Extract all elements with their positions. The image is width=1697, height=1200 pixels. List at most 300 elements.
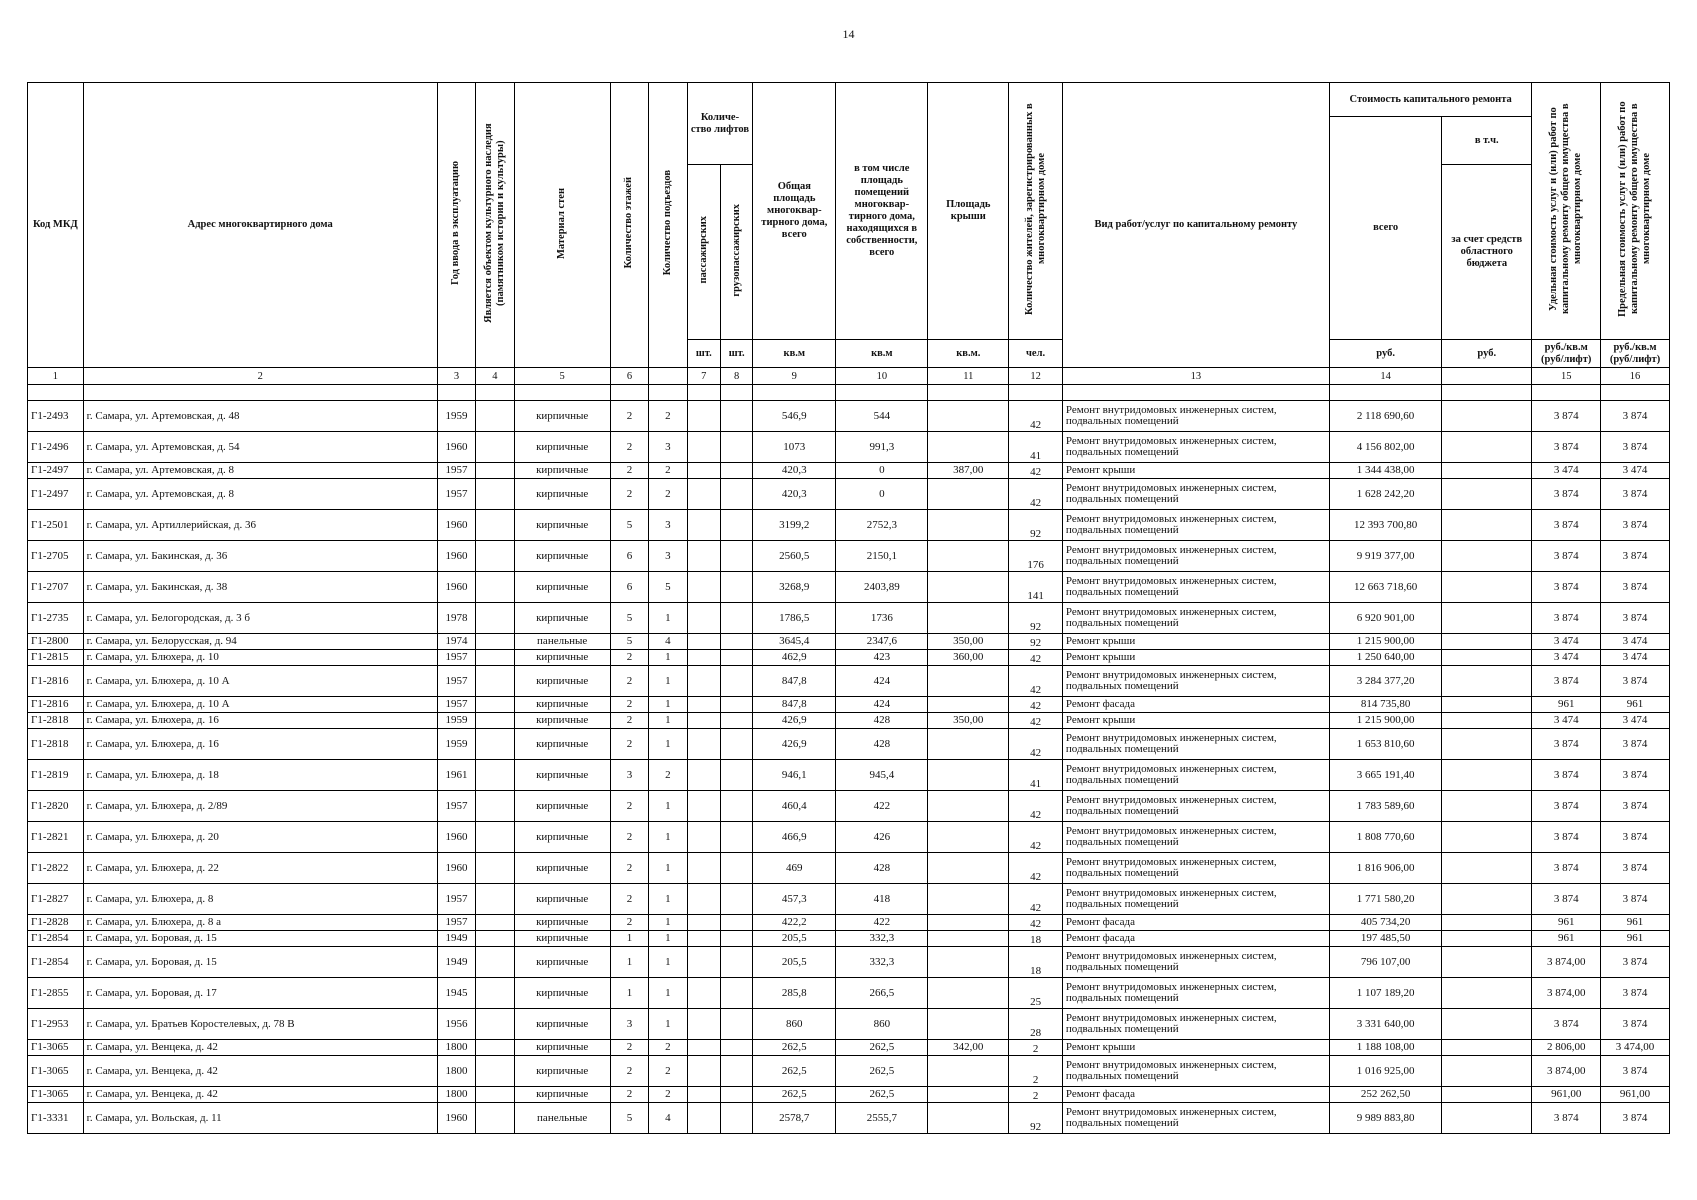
cell-cost-total: 1 653 810,60 xyxy=(1329,729,1441,760)
header-code: Код МКД xyxy=(28,83,84,368)
cell-limit-cost: 3 874 xyxy=(1601,1009,1670,1040)
cell-unit-cost: 3 874 xyxy=(1532,729,1601,760)
cell-lifts-cargo xyxy=(720,1087,752,1103)
cell-code: Г1-2818 xyxy=(28,713,84,729)
cell-total-area: 205,5 xyxy=(753,947,836,978)
cell-entrances: 2 xyxy=(649,463,687,479)
cell-entrances: 1 xyxy=(649,791,687,822)
cell-total-area: 466,9 xyxy=(753,822,836,853)
cell-limit-cost: 3 474 xyxy=(1601,650,1670,666)
unit-sqm: кв.м xyxy=(753,340,836,368)
cell-lifts-cargo xyxy=(720,791,752,822)
cell-total-area: 462,9 xyxy=(753,650,836,666)
spacer-cell xyxy=(1329,385,1441,401)
cell-heritage xyxy=(476,541,514,572)
cell-address: г. Самара, ул. Братьев Коростелевых, д. 78 В xyxy=(83,1009,437,1040)
cell-residents: 2 xyxy=(1009,1056,1063,1087)
cell-lifts-passenger xyxy=(687,760,720,791)
cell-limit-cost: 3 474 xyxy=(1601,634,1670,650)
cell-year: 1961 xyxy=(437,760,475,791)
column-number: 7 xyxy=(687,368,720,385)
cell-wall: кирпичные xyxy=(514,666,610,697)
cell-lifts-passenger xyxy=(687,729,720,760)
cell-year: 1945 xyxy=(437,978,475,1009)
cell-heritage xyxy=(476,853,514,884)
cell-limit-cost: 3 874 xyxy=(1601,822,1670,853)
cell-roof-area xyxy=(928,479,1009,510)
table-row xyxy=(28,1009,1670,1040)
cell-total-area: 546,9 xyxy=(753,401,836,432)
cell-limit-cost: 3 874 xyxy=(1601,666,1670,697)
cell-residents: 42 xyxy=(1009,822,1063,853)
cell-entrances: 2 xyxy=(649,401,687,432)
table-row xyxy=(28,713,1670,729)
cell-unit-cost: 3 874 xyxy=(1532,510,1601,541)
cell-work-type: Ремонт фасада xyxy=(1062,915,1329,931)
table-row xyxy=(28,1103,1670,1134)
cell-address: г. Самара, ул. Блюхера, д. 20 xyxy=(83,822,437,853)
cell-floors: 2 xyxy=(610,432,648,463)
cell-entrances: 2 xyxy=(649,1040,687,1056)
cell-cost-total: 1 783 589,60 xyxy=(1329,791,1441,822)
cell-work-type: Ремонт крыши xyxy=(1062,650,1329,666)
cell-heritage xyxy=(476,884,514,915)
cell-floors: 2 xyxy=(610,479,648,510)
cell-wall: кирпичные xyxy=(514,1087,610,1103)
unit-rate: руб./кв.м (руб/лифт) xyxy=(1532,340,1601,368)
cell-roof-area: 342,00 xyxy=(928,1040,1009,1056)
cell-lifts-passenger xyxy=(687,1009,720,1040)
cell-floors: 2 xyxy=(610,463,648,479)
cell-code: Г1-2819 xyxy=(28,760,84,791)
cell-lifts-passenger xyxy=(687,541,720,572)
cell-residents: 42 xyxy=(1009,401,1063,432)
cell-owned-area: 2403,89 xyxy=(836,572,928,603)
capital-repair-register-table xyxy=(27,82,1670,1134)
cell-owned-area: 418 xyxy=(836,884,928,915)
column-number: 12 xyxy=(1009,368,1063,385)
cell-address: г. Самара, ул. Вольская, д. 11 xyxy=(83,1103,437,1134)
cell-limit-cost: 3 474 xyxy=(1601,713,1670,729)
cell-limit-cost: 3 874 xyxy=(1601,853,1670,884)
cell-unit-cost: 961 xyxy=(1532,931,1601,947)
cell-year: 1960 xyxy=(437,822,475,853)
cell-limit-cost: 3 874 xyxy=(1601,1056,1670,1087)
cell-residents: 42 xyxy=(1009,666,1063,697)
cell-code: Г1-2855 xyxy=(28,978,84,1009)
table-row xyxy=(28,463,1670,479)
cell-address: г. Самара, ул. Артемовская, д. 8 xyxy=(83,463,437,479)
cell-limit-cost: 3 874 xyxy=(1601,401,1670,432)
cell-code: Г1-2816 xyxy=(28,697,84,713)
cell-wall: кирпичные xyxy=(514,931,610,947)
spacer-cell xyxy=(476,385,514,401)
cell-lifts-passenger xyxy=(687,915,720,931)
cell-work-type: Ремонт внутридомовых инженерных систем, подвальных помещений xyxy=(1062,853,1329,884)
cell-address: г. Самара, ул. Блюхера, д. 2/89 xyxy=(83,791,437,822)
cell-address: г. Самара, ул. Артемовская, д. 54 xyxy=(83,432,437,463)
unit-persons: чел. xyxy=(1009,340,1063,368)
spacer-cell xyxy=(928,385,1009,401)
cell-roof-area xyxy=(928,791,1009,822)
cell-limit-cost: 961 xyxy=(1601,697,1670,713)
header-floors: Количество этажей xyxy=(610,83,648,368)
cell-cost-total: 3 331 640,00 xyxy=(1329,1009,1441,1040)
cell-lifts-cargo xyxy=(720,479,752,510)
cell-unit-cost: 3 474 xyxy=(1532,650,1601,666)
cell-roof-area xyxy=(928,729,1009,760)
cell-cost-total: 1 188 108,00 xyxy=(1329,1040,1441,1056)
cell-unit-cost: 3 474 xyxy=(1532,634,1601,650)
header-work-type: Вид работ/услуг по капитальному ремонту xyxy=(1062,83,1329,368)
cell-floors: 6 xyxy=(610,572,648,603)
cell-floors: 1 xyxy=(610,947,648,978)
cell-cost-regional xyxy=(1442,650,1532,666)
table-row xyxy=(28,634,1670,650)
cell-wall: кирпичные xyxy=(514,541,610,572)
cell-unit-cost: 3 874 xyxy=(1532,1009,1601,1040)
cell-limit-cost: 3 874 xyxy=(1601,541,1670,572)
cell-code: Г1-2497 xyxy=(28,463,84,479)
cell-code: Г1-2496 xyxy=(28,432,84,463)
cell-cost-total: 1 771 580,20 xyxy=(1329,884,1441,915)
header-owned-area: в том числе площадь помещений многоквар- тирного дома, находящихся в собственности, всего xyxy=(836,83,928,340)
cell-cost-regional xyxy=(1442,1087,1532,1103)
cell-cost-regional xyxy=(1442,978,1532,1009)
cell-owned-area: 428 xyxy=(836,713,928,729)
cell-owned-area: 2150,1 xyxy=(836,541,928,572)
spacer-cell xyxy=(1009,385,1063,401)
cell-total-area: 460,4 xyxy=(753,791,836,822)
cell-unit-cost: 3 874 xyxy=(1532,479,1601,510)
cell-unit-cost: 961 xyxy=(1532,697,1601,713)
column-number xyxy=(1442,368,1532,385)
cell-heritage xyxy=(476,931,514,947)
cell-work-type: Ремонт внутридомовых инженерных систем, подвальных помещений xyxy=(1062,603,1329,634)
cell-code: Г1-2493 xyxy=(28,401,84,432)
cell-limit-cost: 3 874 xyxy=(1601,978,1670,1009)
cell-total-area: 426,9 xyxy=(753,729,836,760)
cell-owned-area: 424 xyxy=(836,697,928,713)
cell-limit-cost: 3 874 xyxy=(1601,947,1670,978)
cell-cost-regional xyxy=(1442,697,1532,713)
cell-heritage xyxy=(476,1103,514,1134)
cell-unit-cost: 3 874 xyxy=(1532,1103,1601,1134)
cell-limit-cost: 3 874 xyxy=(1601,479,1670,510)
cell-limit-cost: 3 874 xyxy=(1601,791,1670,822)
cell-heritage xyxy=(476,1040,514,1056)
cell-code: Г1-2953 xyxy=(28,1009,84,1040)
cell-roof-area xyxy=(928,931,1009,947)
cell-floors: 2 xyxy=(610,1056,648,1087)
cell-work-type: Ремонт фасада xyxy=(1062,697,1329,713)
table-row xyxy=(28,479,1670,510)
cell-floors: 2 xyxy=(610,822,648,853)
cell-work-type: Ремонт внутридомовых инженерных систем, подвальных помещений xyxy=(1062,729,1329,760)
spacer-cell xyxy=(687,385,720,401)
cell-residents: 92 xyxy=(1009,634,1063,650)
cell-unit-cost: 3 874,00 xyxy=(1532,947,1601,978)
cell-lifts-cargo xyxy=(720,915,752,931)
cell-year: 1800 xyxy=(437,1056,475,1087)
cell-cost-total: 12 393 700,80 xyxy=(1329,510,1441,541)
cell-owned-area: 544 xyxy=(836,401,928,432)
cell-cost-total: 197 485,50 xyxy=(1329,931,1441,947)
table-row xyxy=(28,729,1670,760)
table-row xyxy=(28,432,1670,463)
table-row xyxy=(28,650,1670,666)
cell-cost-regional xyxy=(1442,463,1532,479)
cell-lifts-cargo xyxy=(720,666,752,697)
cell-floors: 2 xyxy=(610,713,648,729)
cell-code: Г1-2707 xyxy=(28,572,84,603)
cell-lifts-passenger xyxy=(687,791,720,822)
cell-roof-area xyxy=(928,572,1009,603)
cell-entrances: 1 xyxy=(649,853,687,884)
cell-owned-area: 422 xyxy=(836,791,928,822)
cell-heritage xyxy=(476,791,514,822)
spacer-cell xyxy=(28,385,84,401)
cell-cost-total: 2 118 690,60 xyxy=(1329,401,1441,432)
cell-year: 1949 xyxy=(437,947,475,978)
cell-code: Г1-3065 xyxy=(28,1087,84,1103)
spacer-row xyxy=(28,385,1670,401)
cell-cost-regional xyxy=(1442,1009,1532,1040)
cell-address: г. Самара, ул. Блюхера, д. 16 xyxy=(83,713,437,729)
cell-entrances: 1 xyxy=(649,713,687,729)
cell-code: Г1-2815 xyxy=(28,650,84,666)
cell-residents: 18 xyxy=(1009,931,1063,947)
cell-roof-area xyxy=(928,1087,1009,1103)
cell-lifts-passenger xyxy=(687,1056,720,1087)
cell-address: г. Самара, ул. Артиллерийская, д. 36 xyxy=(83,510,437,541)
cell-code: Г1-2800 xyxy=(28,634,84,650)
cell-entrances: 1 xyxy=(649,1009,687,1040)
cell-lifts-cargo xyxy=(720,634,752,650)
cell-heritage xyxy=(476,947,514,978)
cell-entrances: 1 xyxy=(649,729,687,760)
cell-entrances: 1 xyxy=(649,978,687,1009)
cell-code: Г1-2822 xyxy=(28,853,84,884)
cell-code: Г1-2705 xyxy=(28,541,84,572)
cell-wall: кирпичные xyxy=(514,603,610,634)
cell-owned-area: 426 xyxy=(836,822,928,853)
cell-roof-area xyxy=(928,947,1009,978)
spacer-cell xyxy=(1601,385,1670,401)
cell-residents: 141 xyxy=(1009,572,1063,603)
cell-address: г. Самара, ул. Блюхера, д. 16 xyxy=(83,729,437,760)
cell-address: г. Самара, ул. Блюхера, д. 10 А xyxy=(83,697,437,713)
cell-total-area: 2578,7 xyxy=(753,1103,836,1134)
cell-limit-cost: 3 874 xyxy=(1601,1103,1670,1134)
cell-cost-total: 4 156 802,00 xyxy=(1329,432,1441,463)
cell-residents: 176 xyxy=(1009,541,1063,572)
cell-limit-cost: 3 874 xyxy=(1601,760,1670,791)
cell-cost-total: 1 016 925,00 xyxy=(1329,1056,1441,1087)
cell-limit-cost: 3 474,00 xyxy=(1601,1040,1670,1056)
cell-entrances: 3 xyxy=(649,510,687,541)
cell-limit-cost: 3 874 xyxy=(1601,884,1670,915)
cell-residents: 42 xyxy=(1009,713,1063,729)
cell-year: 1960 xyxy=(437,432,475,463)
cell-wall: кирпичные xyxy=(514,572,610,603)
cell-roof-area: 350,00 xyxy=(928,634,1009,650)
spacer-cell xyxy=(649,385,687,401)
cell-floors: 2 xyxy=(610,401,648,432)
cell-entrances: 1 xyxy=(649,947,687,978)
cell-floors: 3 xyxy=(610,760,648,791)
cell-total-area: 469 xyxy=(753,853,836,884)
cell-lifts-cargo xyxy=(720,853,752,884)
cell-address: г. Самара, ул. Белорусская, д. 94 xyxy=(83,634,437,650)
cell-owned-area: 262,5 xyxy=(836,1056,928,1087)
cell-lifts-passenger xyxy=(687,1040,720,1056)
cell-residents: 41 xyxy=(1009,760,1063,791)
table-row xyxy=(28,697,1670,713)
cell-roof-area xyxy=(928,915,1009,931)
cell-residents: 42 xyxy=(1009,650,1063,666)
cell-wall: кирпичные xyxy=(514,1040,610,1056)
cell-heritage xyxy=(476,822,514,853)
cell-limit-cost: 961 xyxy=(1601,915,1670,931)
cell-year: 1957 xyxy=(437,650,475,666)
cell-total-area: 285,8 xyxy=(753,978,836,1009)
cell-wall: кирпичные xyxy=(514,401,610,432)
cell-floors: 2 xyxy=(610,1087,648,1103)
cell-cost-regional xyxy=(1442,1056,1532,1087)
cell-total-area: 847,8 xyxy=(753,697,836,713)
cell-cost-regional xyxy=(1442,666,1532,697)
cell-unit-cost: 3 874 xyxy=(1532,853,1601,884)
table-row xyxy=(28,510,1670,541)
cell-year: 1957 xyxy=(437,697,475,713)
cell-cost-total: 6 920 901,00 xyxy=(1329,603,1441,634)
header-cost-regional: за счет средств областного бюджета xyxy=(1442,165,1532,340)
cell-work-type: Ремонт внутридомовых инженерных систем, подвальных помещений xyxy=(1062,1009,1329,1040)
cell-code: Г1-2497 xyxy=(28,479,84,510)
cell-owned-area: 2347,6 xyxy=(836,634,928,650)
cell-heritage xyxy=(476,1087,514,1103)
cell-entrances: 1 xyxy=(649,697,687,713)
cell-address: г. Самара, ул. Блюхера, д. 10 А xyxy=(83,666,437,697)
cell-total-area: 3268,9 xyxy=(753,572,836,603)
cell-cost-total: 12 663 718,60 xyxy=(1329,572,1441,603)
cell-lifts-cargo xyxy=(720,697,752,713)
unit-pcs: шт. xyxy=(720,340,752,368)
cell-work-type: Ремонт внутридомовых инженерных систем, подвальных помещений xyxy=(1062,1103,1329,1134)
cell-cost-regional xyxy=(1442,572,1532,603)
cell-heritage xyxy=(476,572,514,603)
cell-lifts-cargo xyxy=(720,1040,752,1056)
cell-address: г. Самара, ул. Венцека, д. 42 xyxy=(83,1087,437,1103)
cell-lifts-cargo xyxy=(720,463,752,479)
cell-cost-regional xyxy=(1442,713,1532,729)
cell-unit-cost: 3 874,00 xyxy=(1532,1056,1601,1087)
cell-year: 1960 xyxy=(437,1103,475,1134)
header-residents: Количество жителей, зарегистрированных в многоквартирном доме xyxy=(1009,83,1063,340)
table-row xyxy=(28,791,1670,822)
cell-cost-total: 796 107,00 xyxy=(1329,947,1441,978)
header-cost-total: всего xyxy=(1329,117,1441,340)
cell-floors: 2 xyxy=(610,791,648,822)
cell-cost-total: 1 808 770,60 xyxy=(1329,822,1441,853)
cell-owned-area: 860 xyxy=(836,1009,928,1040)
cell-cost-regional xyxy=(1442,401,1532,432)
cell-entrances: 1 xyxy=(649,650,687,666)
cell-cost-regional xyxy=(1442,479,1532,510)
cell-floors: 1 xyxy=(610,978,648,1009)
cell-work-type: Ремонт внутридомовых инженерных систем, подвальных помещений xyxy=(1062,884,1329,915)
cell-residents: 42 xyxy=(1009,729,1063,760)
cell-wall: кирпичные xyxy=(514,697,610,713)
cell-year: 1978 xyxy=(437,603,475,634)
cell-year: 1949 xyxy=(437,931,475,947)
cell-residents: 41 xyxy=(1009,432,1063,463)
cell-code: Г1-3065 xyxy=(28,1056,84,1087)
cell-heritage xyxy=(476,401,514,432)
cell-work-type: Ремонт внутридомовых инженерных систем, подвальных помещений xyxy=(1062,479,1329,510)
cell-heritage xyxy=(476,915,514,931)
cell-unit-cost: 3 474 xyxy=(1532,463,1601,479)
cell-limit-cost: 3 874 xyxy=(1601,603,1670,634)
cell-wall: кирпичные xyxy=(514,479,610,510)
cell-entrances: 3 xyxy=(649,541,687,572)
cell-floors: 2 xyxy=(610,884,648,915)
cell-lifts-cargo xyxy=(720,572,752,603)
cell-year: 1959 xyxy=(437,713,475,729)
cell-owned-area: 1736 xyxy=(836,603,928,634)
unit-rub: руб. xyxy=(1442,340,1532,368)
cell-cost-regional xyxy=(1442,931,1532,947)
cell-roof-area xyxy=(928,978,1009,1009)
cell-wall: кирпичные xyxy=(514,884,610,915)
cell-floors: 5 xyxy=(610,1103,648,1134)
header-total-area: Общая площадь многоквар- тирного дома, всего xyxy=(753,83,836,340)
cell-unit-cost: 2 806,00 xyxy=(1532,1040,1601,1056)
header-unit-cost: Удельная стоимость услуг и (или) работ по капитальному ремонту общего имущества в многоквартирном доме xyxy=(1532,83,1601,340)
cell-year: 1957 xyxy=(437,479,475,510)
cell-cost-total: 1 215 900,00 xyxy=(1329,634,1441,650)
cell-heritage xyxy=(476,479,514,510)
cell-residents: 2 xyxy=(1009,1087,1063,1103)
table-row xyxy=(28,1056,1670,1087)
cell-unit-cost: 3 874 xyxy=(1532,666,1601,697)
cell-roof-area xyxy=(928,510,1009,541)
cell-cost-regional xyxy=(1442,760,1532,791)
cell-owned-area: 991,3 xyxy=(836,432,928,463)
cell-limit-cost: 961 xyxy=(1601,931,1670,947)
cell-heritage xyxy=(476,650,514,666)
spacer-cell xyxy=(753,385,836,401)
cell-floors: 5 xyxy=(610,634,648,650)
column-number: 2 xyxy=(83,368,437,385)
cell-floors: 3 xyxy=(610,1009,648,1040)
cell-limit-cost: 3 874 xyxy=(1601,510,1670,541)
header-year: Год ввода в эксплуатацию xyxy=(437,83,475,368)
cell-work-type: Ремонт внутридомовых инженерных систем, подвальных помещений xyxy=(1062,791,1329,822)
spacer-cell xyxy=(1062,385,1329,401)
cell-lifts-cargo xyxy=(720,541,752,572)
cell-lifts-passenger xyxy=(687,650,720,666)
cell-residents: 92 xyxy=(1009,510,1063,541)
cell-work-type: Ремонт внутридомовых инженерных систем, подвальных помещений xyxy=(1062,541,1329,572)
cell-year: 1957 xyxy=(437,915,475,931)
cell-unit-cost: 3 874 xyxy=(1532,541,1601,572)
cell-wall: кирпичные xyxy=(514,947,610,978)
cell-heritage xyxy=(476,697,514,713)
cell-residents: 42 xyxy=(1009,915,1063,931)
cell-lifts-cargo xyxy=(720,931,752,947)
